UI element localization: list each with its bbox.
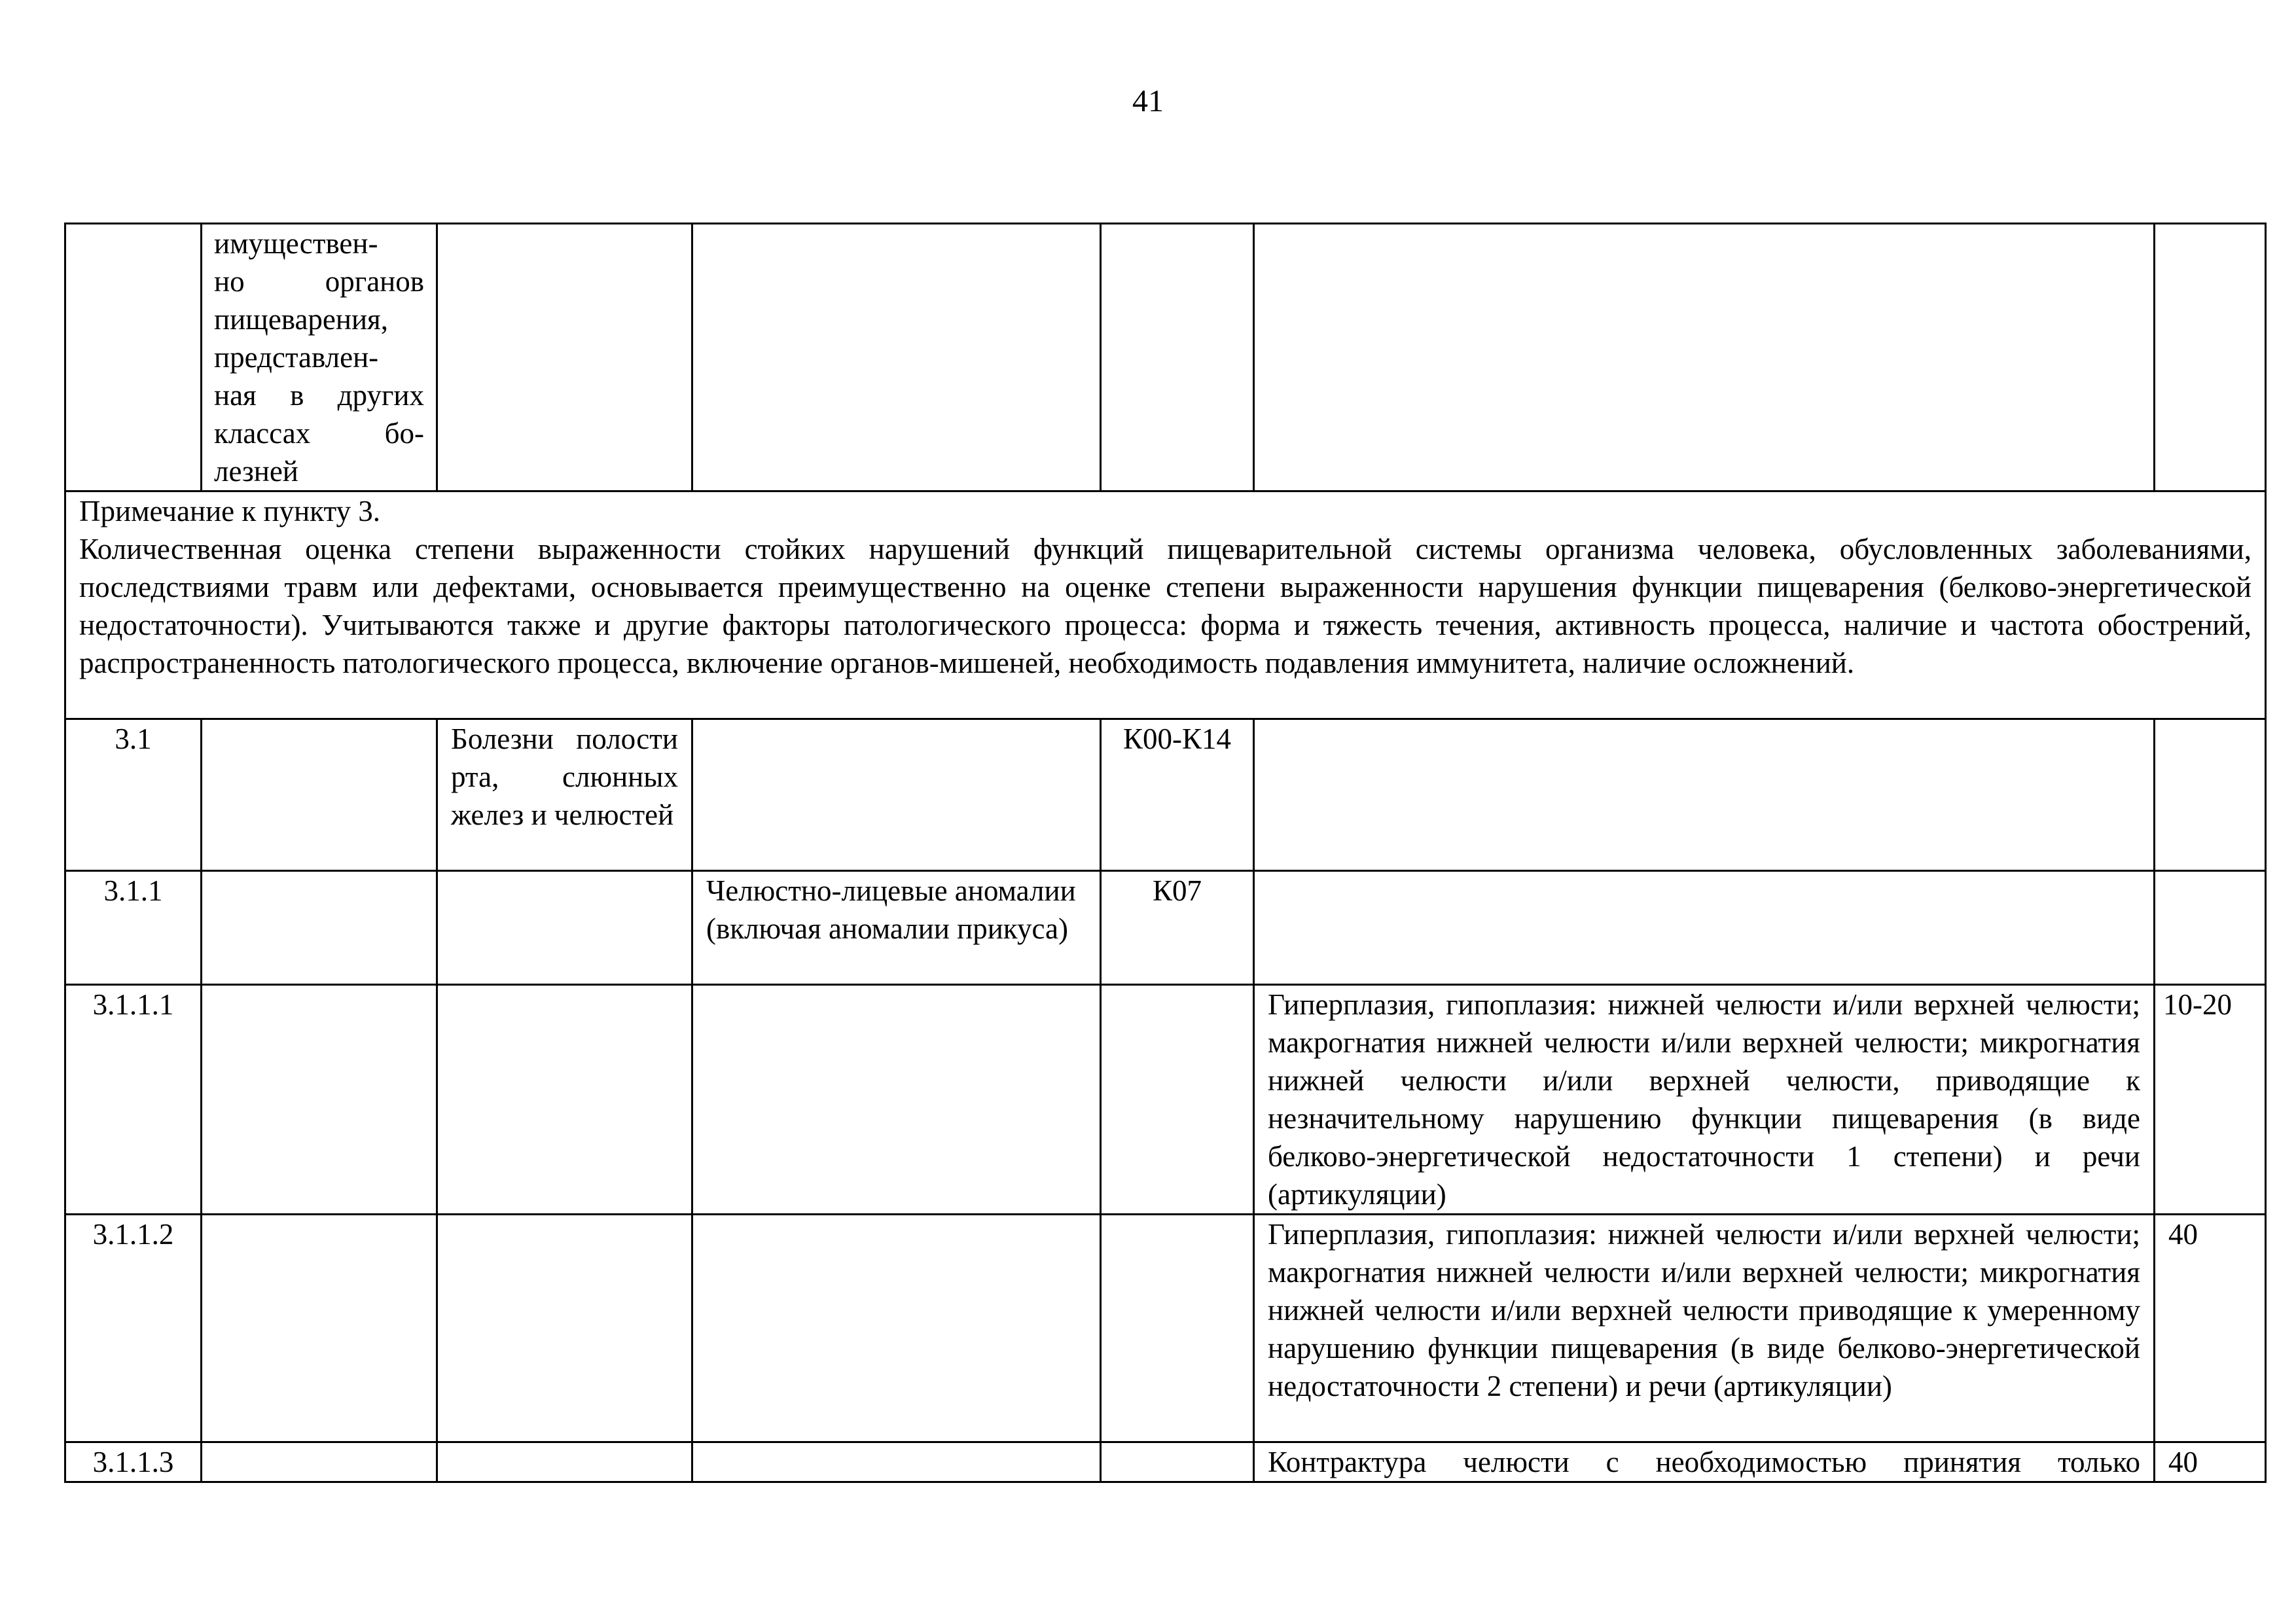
cell-class-continuation: имуществен- но органов пищеварения, представлен- ная в других классах бо- лезней [202, 224, 437, 491]
note-heading: Примечание к пункту 3. [79, 495, 381, 527]
cell-group [437, 1215, 692, 1442]
cell-num: 3.1.1.3 [65, 1442, 202, 1482]
cell-code [1101, 224, 1254, 491]
cell-percent: 10-20 [2155, 985, 2266, 1215]
cell-subgroup [692, 1215, 1101, 1442]
page-number: 41 [1132, 84, 1164, 118]
cell-description: Гиперплазия, гипоплазия: нижней челюсти и/или верхней челюсти; макрогнатия нижней челюсти и/или верхней челюсти; микрогнатия нижней челюсти и/или верхней челюсти, приводящие к незначительному нарушению функции пищеварения (в виде белково-энергетической недостаточности 1 степени) и речи (артикуляции) [1254, 985, 2155, 1215]
table-row [65, 985, 2266, 1215]
cell-subgroup: Челюстно-лицевые аномалии (включая аномалии прикуса) [692, 871, 1101, 985]
cell-subgroup [692, 224, 1101, 491]
table-row [65, 871, 2266, 985]
cell-class [202, 1215, 437, 1442]
cell-class [202, 871, 437, 985]
cell-percent: 40 [2155, 1215, 2266, 1442]
cell-num: 3.1.1 [65, 871, 202, 985]
cell-description [1254, 224, 2155, 491]
cell-percent [2155, 719, 2266, 871]
cell-subgroup [692, 1442, 1101, 1482]
cell-group [437, 224, 692, 491]
table-row [65, 1215, 2266, 1442]
note-cell [65, 491, 2266, 719]
cell-num: 3.1 [65, 719, 202, 871]
note-text: Количественная оценка степени выраженности стойких нарушений функций пищеварительной системы организма человека, обусловленных заболеваниями, последствиями травм или дефектами, основывается преимущественно на оценке степени выраженности нарушения функции пищеварения (белково-энергетической недостаточности). Учитываются также и другие факторы патологического процесса: форма и тяжесть течения, активность процесса, наличие и частота обострений, распространенность патологического процесса, включение органов-мишеней, необходимость подавления иммунитета, наличие осложнений. [79, 533, 2251, 679]
cell-code [1101, 985, 1254, 1215]
table-row [65, 719, 2266, 871]
cell-code: К00-К14 [1101, 719, 1254, 871]
cell-code [1101, 1442, 1254, 1482]
cell-subgroup [692, 719, 1101, 871]
cell-group: Болезни полости рта, слюнных желез и челюстей [437, 719, 692, 871]
table-row-continuation [65, 224, 2266, 491]
cell-group [437, 871, 692, 985]
cell-class [202, 985, 437, 1215]
cell-code: К07 [1101, 871, 1254, 985]
cell-percent [2155, 224, 2266, 491]
cell-subgroup [692, 985, 1101, 1215]
cell-description [1254, 871, 2155, 985]
cell-num [65, 224, 202, 491]
disability-criteria-table [64, 223, 2267, 1483]
table-row [65, 1442, 2266, 1482]
cell-class [202, 719, 437, 871]
cell-percent [2155, 871, 2266, 985]
cell-description: Контрактура челюсти с необходимостью принятия только [1254, 1442, 2155, 1482]
cell-code [1101, 1215, 1254, 1442]
cell-group [437, 1442, 692, 1482]
cell-class [202, 1442, 437, 1482]
cell-num: 3.1.1.2 [65, 1215, 202, 1442]
cell-description: Гиперплазия, гипоплазия: нижней челюсти и/или верхней челюсти; макрогнатия нижней челюсти и/или верхней челюсти; микрогнатия нижней челюсти и/или верхней челюсти приводящие к умеренному нарушению функции пищеварения (в виде белково-энергетической недостаточности 2 степени) и речи (артикуляции) [1254, 1215, 2155, 1442]
cell-percent: 40 [2155, 1442, 2266, 1482]
table-row-note [65, 491, 2266, 719]
cell-num: 3.1.1.1 [65, 985, 202, 1215]
cell-group [437, 985, 692, 1215]
cell-description [1254, 719, 2155, 871]
